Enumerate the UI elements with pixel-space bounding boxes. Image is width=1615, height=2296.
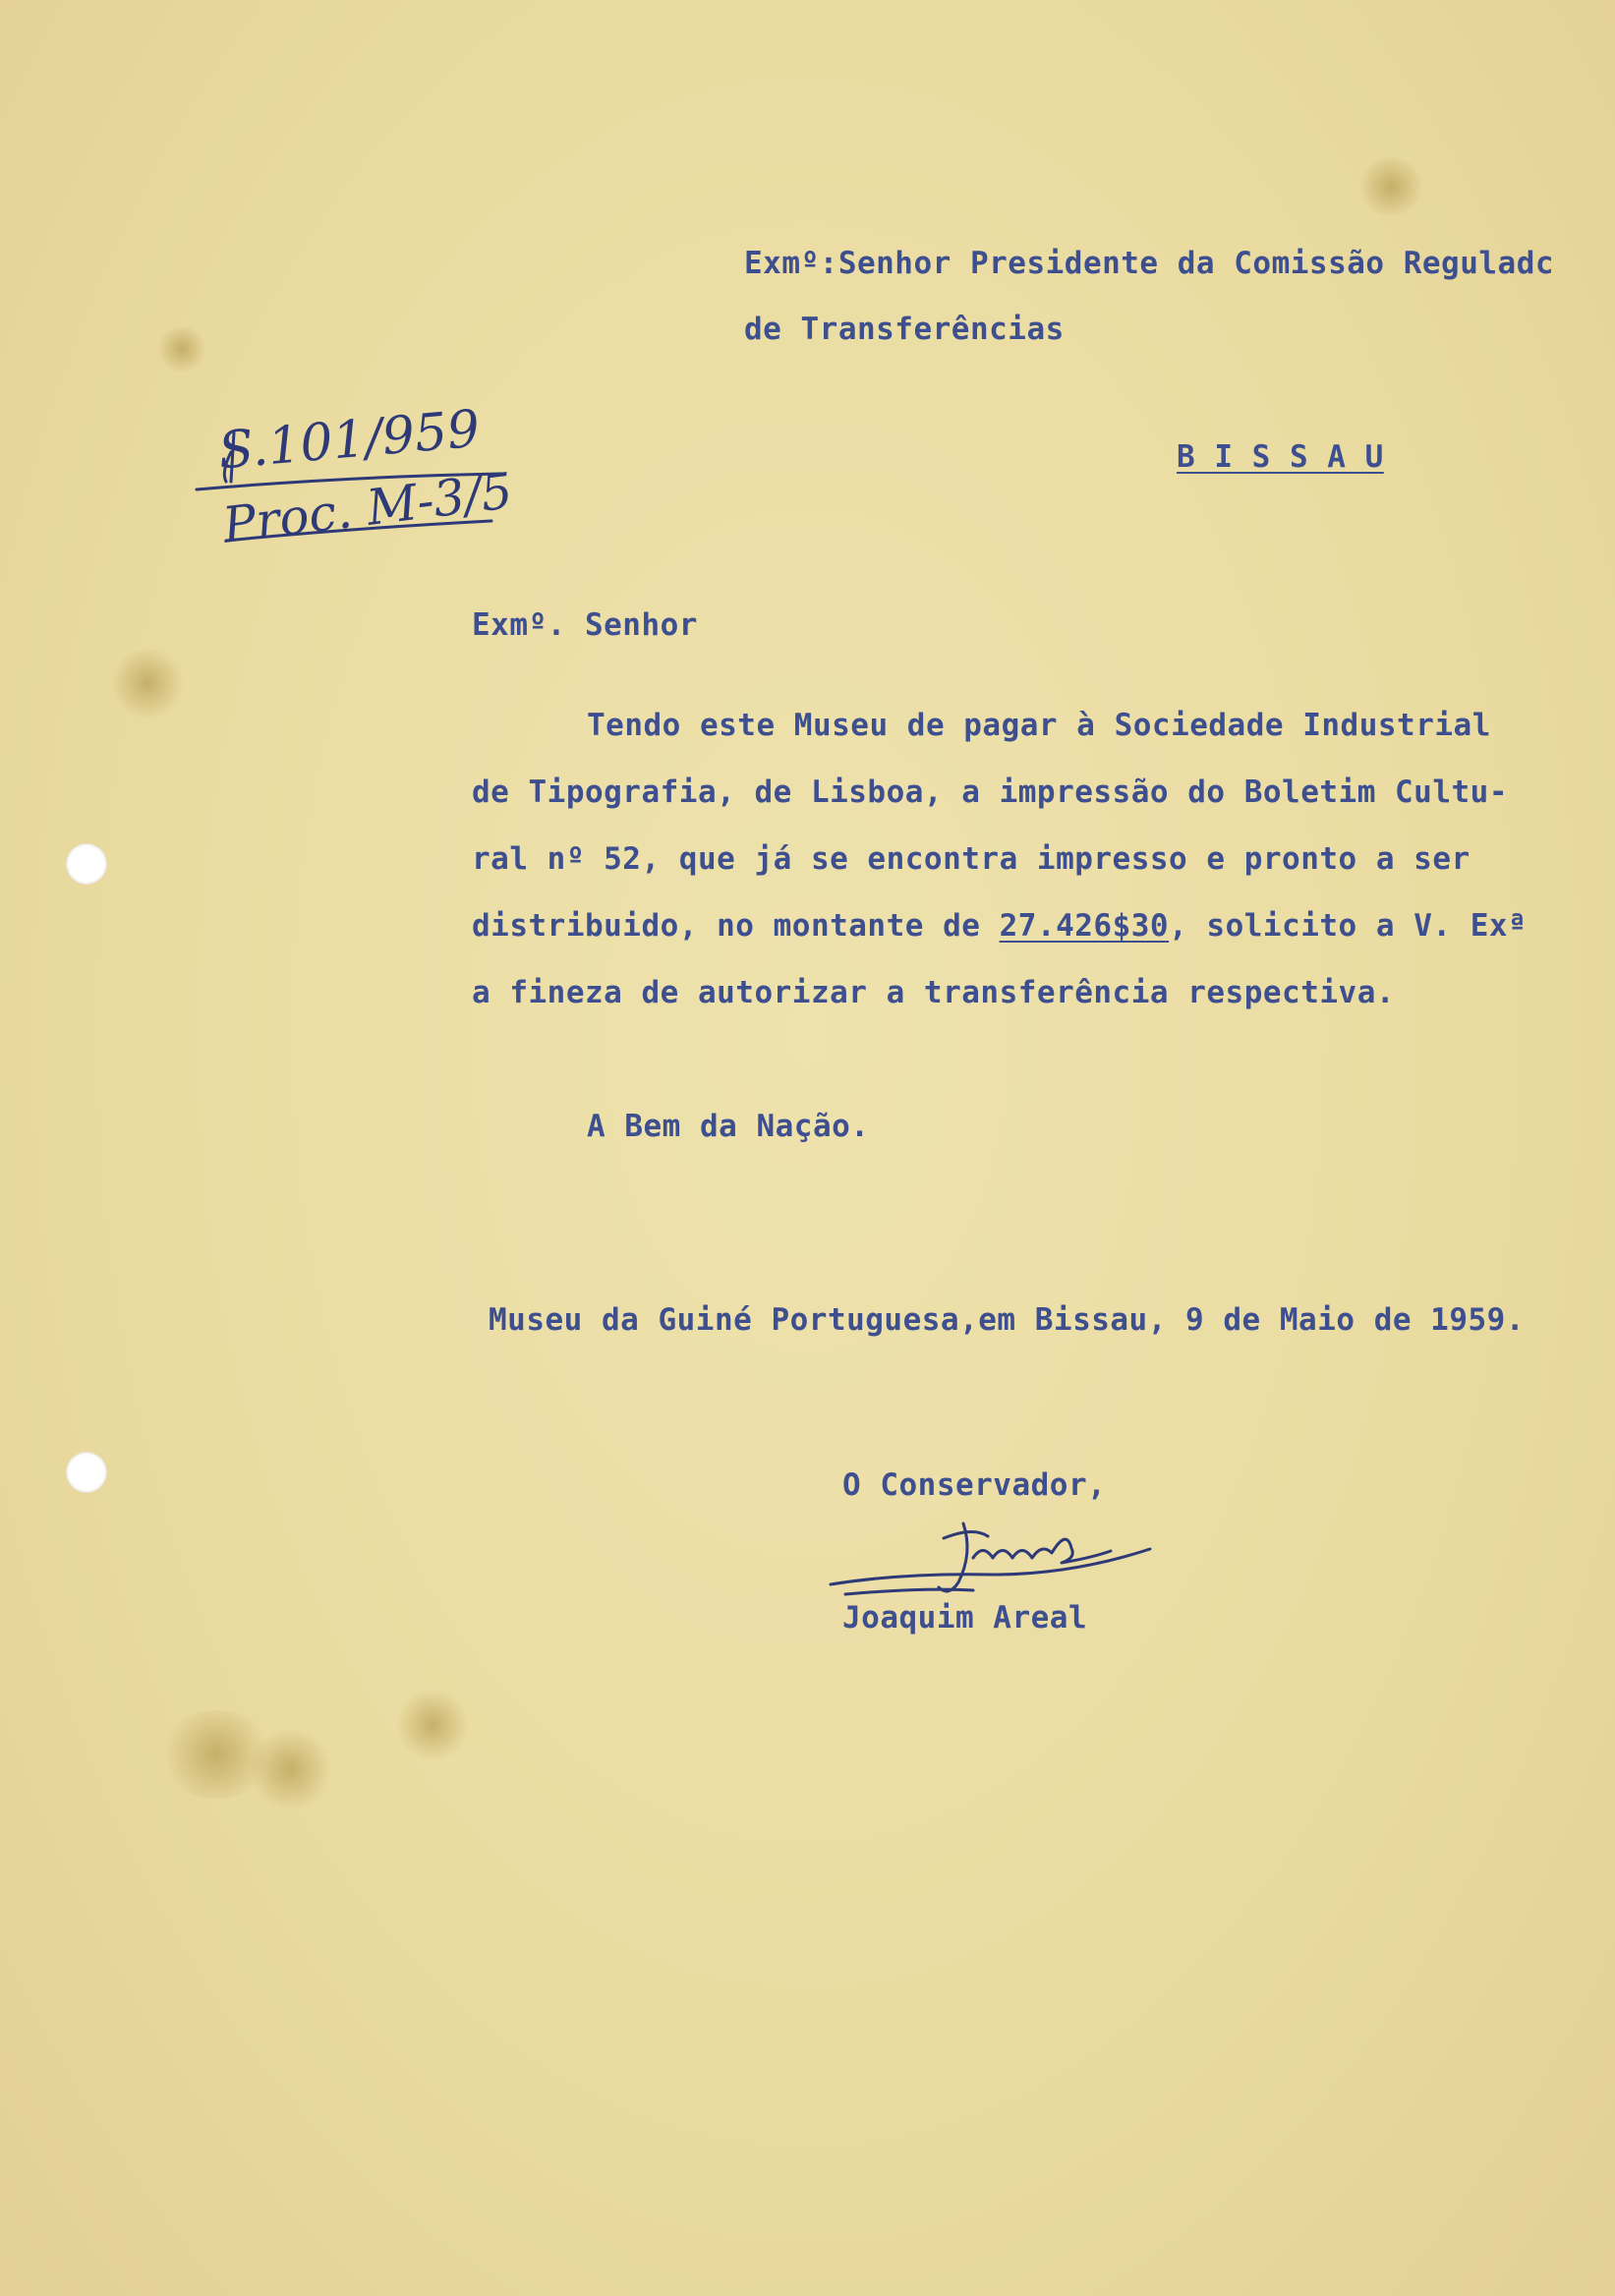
punch-hole-top: [66, 843, 107, 885]
place-date: Museu da Guiné Portuguesa,em Bissau, 9 de Maio de 1959.: [489, 1302, 1525, 1338]
body-line-4: [472, 908, 1527, 944]
closing-formula: A Bem da Nação.: [587, 1109, 870, 1144]
punch-hole-bottom: [66, 1452, 107, 1493]
body-line-5: a fineza de autorizar a transferência respectiva.: [472, 975, 1396, 1010]
annotation-proc: Proc. M-3/5: [219, 462, 516, 554]
body-line-4-suffix: , solicito a V. Exª: [1169, 908, 1528, 944]
stain: [1356, 157, 1425, 216]
handwritten-reference: [197, 393, 516, 590]
body-line-3: ral nº 52, que já se encontra impresso e pronto a ser: [472, 841, 1471, 877]
annotation-ref: S.101/959: [215, 399, 483, 482]
body-line-4-prefix: distribuido, no montante de: [472, 908, 1000, 944]
signatory-name: Joaquim Areal: [842, 1600, 1088, 1636]
addressee-line-2: de Transferências: [744, 312, 1065, 347]
stain: [108, 649, 187, 718]
body-line-1: Tendo este Museu de pagar à Sociedade Industrial: [587, 708, 1491, 743]
stain: [246, 1730, 334, 1808]
salutation: Exmº. Senhor: [472, 607, 698, 643]
signature-title: O Conservador,: [842, 1467, 1107, 1503]
addressee-city: B I S S A U: [1177, 439, 1384, 475]
stain: [157, 324, 206, 373]
body-line-2: de Tipografia, de Lisboa, a impressão do Boletim Cultu-: [472, 775, 1508, 810]
stain: [393, 1691, 472, 1759]
amount: 27.426$30: [999, 908, 1170, 944]
addressee-line-1: Exmº:Senhor Presidente da Comissão Reguladc: [744, 246, 1555, 281]
